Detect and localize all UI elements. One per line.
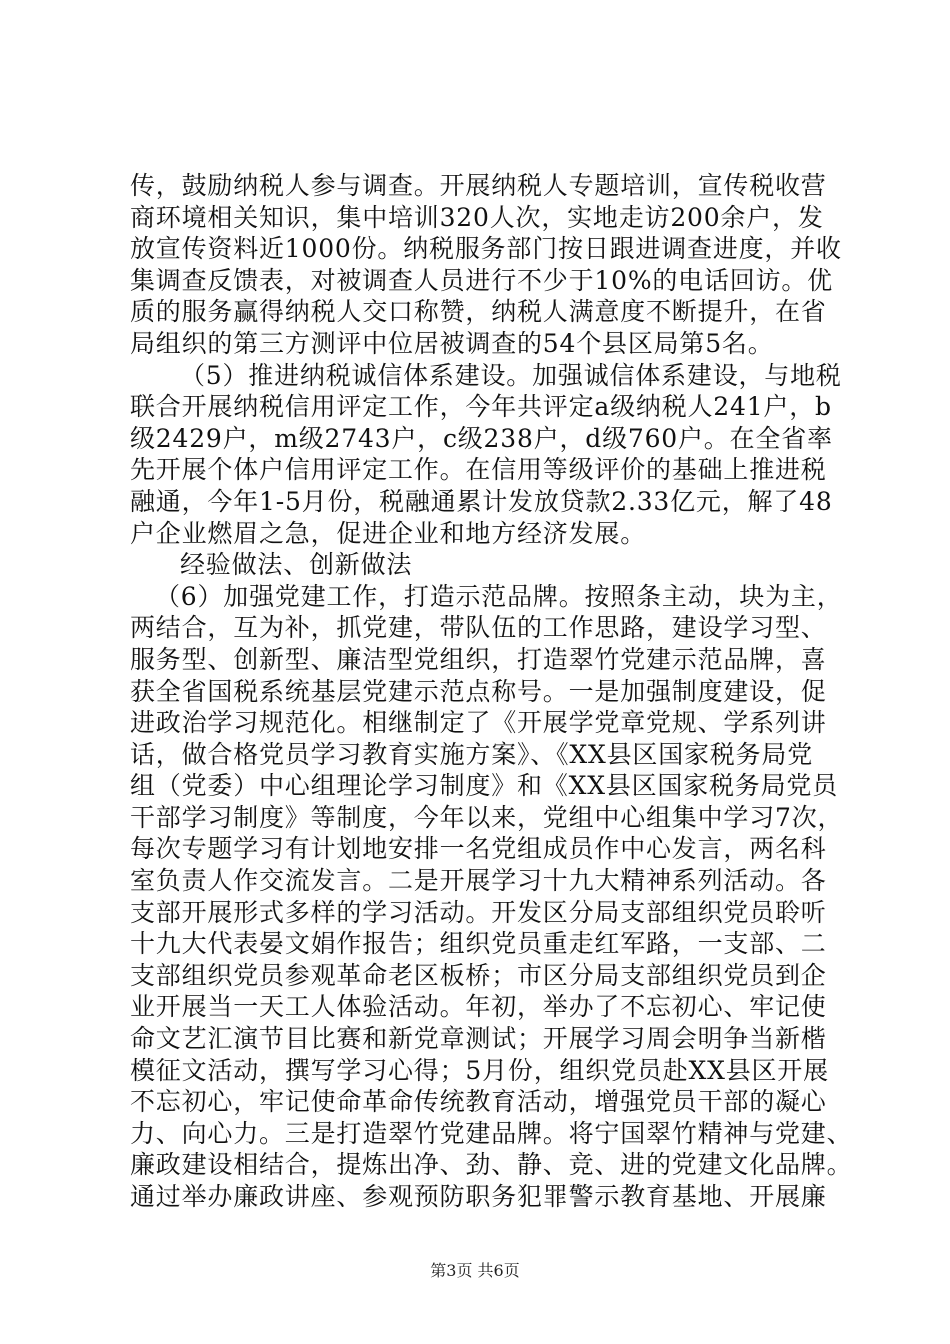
text-line: 组（党委）中心组理论学习制度》和《XX县区国家税务局党员: [130, 771, 838, 801]
text-line: 获全省国税系统基层党建示范点称号。一是加强制度建设，促: [130, 676, 827, 706]
text-line: 力、向心力。三是打造翠竹党建品牌。将宁国翠竹精神与党建、: [130, 1118, 853, 1148]
text-line: 服务型、创新型、廉洁型党组织，打造翠竹党建示范品牌，喜: [130, 644, 827, 674]
text-line: 十九大代表晏文娟作报告；组织党员重走红军路，一支部、二: [130, 929, 827, 959]
text-line: 通过举办廉政讲座、参观预防职务犯罪警示教育基地、开展廉: [130, 1182, 827, 1211]
text-line: 放宣传资料近1000份。纳税服务部门按日跟进调查进度，并收: [130, 234, 842, 264]
text-line: 话，做合格党员学习教育实施方案》、《XX县区国家税务局党: [130, 739, 813, 769]
text-line: 级2429户，m级2743户，c级238户，d级760户。在全省率: [130, 423, 833, 453]
text-line: 业开展当一天工人体验活动。年初，举办了不忘初心、牢记使: [130, 992, 827, 1022]
document-body: [130, 170, 853, 1213]
text-line: （6）加强党建工作，打造示范品牌。按照条主动，块为主，: [155, 581, 843, 611]
text-line: 户企业燃眉之急，促进企业和地方经济发展。: [130, 518, 647, 548]
text-line: 廉政建设相结合，提炼出净、劲、静、竞、进的党建文化品牌。: [130, 1150, 853, 1180]
text-line: 支部组织党员参观革命老区板桥；市区分局支部组织党员到企: [130, 960, 827, 990]
section-heading: 经验做法、创新做法: [180, 550, 413, 580]
text-line: 先开展个体户信用评定工作。在信用等级评价的基础上推进税: [130, 455, 827, 485]
text-line: 命文艺汇演节目比赛和新党章测试；开展学习周会明争当新楷: [130, 1024, 827, 1054]
text-line: 商环境相关知识，集中培训320人次，实地走访200余户，发: [130, 202, 824, 232]
text-line: 传，鼓励纳税人参与调查。开展纳税人专题培训，宣传税收营: [130, 171, 827, 200]
text-line: 干部学习制度》等制度，今年以来，党组中心组集中学习7次，: [130, 802, 844, 832]
text-line: 融通，今年1-5月份，税融通累计发放贷款2.33亿元，解了48: [130, 486, 833, 516]
page-footer: 第3页 共6页: [430, 1261, 520, 1280]
text-line: 质的服务赢得纳税人交口称赞，纳税人满意度不断提升，在省: [130, 297, 827, 327]
text-line: 室负责人作交流发言。二是开展学习十九大精神系列活动。各: [130, 866, 827, 896]
text-line: 支部开展形式多样的学习活动。开发区分局支部组织党员聆听: [130, 897, 827, 927]
text-line: （5）推进纳税诚信体系建设。加强诚信体系建设，与地税: [180, 360, 842, 390]
text-line: 局组织的第三方测评中位居被调查的54个县区局第5名。: [130, 328, 774, 358]
text-line: 集调查反馈表，对被调查人员进行不少于10%的电话回访。优: [130, 265, 833, 295]
text-line: 不忘初心，牢记使命革命传统教育活动，增强党员干部的凝心: [130, 1087, 827, 1117]
text-line: 模征文活动，撰写学习心得；5月份，组织党员赴XX县区开展: [130, 1055, 829, 1085]
text-line: 联合开展纳税信用评定工作，今年共评定a级纳税人241户，b: [130, 392, 832, 422]
text-line: 每次专题学习有计划地安排一名党组成员作中心发言，两名科: [130, 834, 827, 864]
text-line: 两结合，互为补，抓党建，带队伍的工作思路，建设学习型、: [130, 613, 827, 643]
text-line: 进政治学习规范化。相继制定了《开展学党章党规、学系列讲: [130, 708, 827, 738]
